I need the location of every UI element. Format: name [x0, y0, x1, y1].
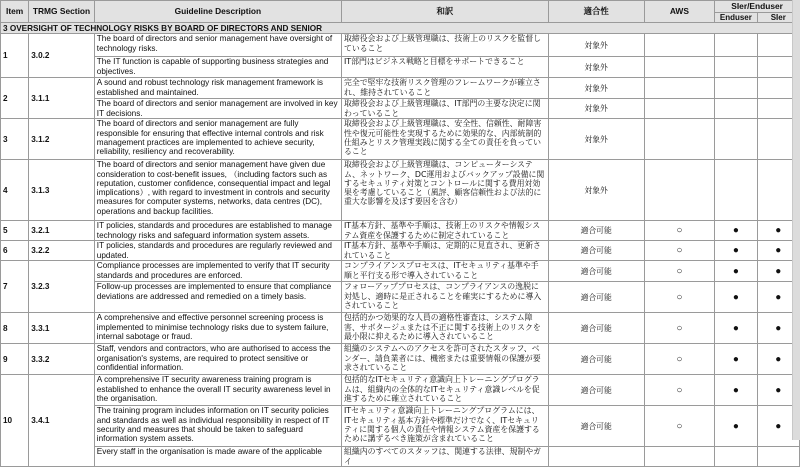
guideline-cell[interactable]: Follow-up processes are implemented to ensure that compliance deviations are addressed and remedied on a timely basis.: [94, 282, 341, 313]
aws-cell[interactable]: ○: [644, 221, 715, 241]
aws-cell[interactable]: [644, 447, 715, 467]
item-cell[interactable]: 8: [1, 313, 29, 344]
sler-cell[interactable]: ●: [757, 241, 799, 261]
translation-cell[interactable]: コンプライアンスプロセスは、ITセキュリティ基準や手順と平行支る形で導入されていること: [341, 261, 548, 282]
fitness-cell[interactable]: 対象外: [548, 160, 644, 221]
section-cell[interactable]: 3.3.1: [29, 313, 95, 344]
guideline-cell[interactable]: A comprehensive IT security awareness training program is established to enhance the overall IT security awareness level in the organisation.: [94, 375, 341, 406]
guideline-cell[interactable]: Every staff in the organisation is made aware of the applicable: [94, 447, 341, 467]
table-row: [1, 99, 800, 119]
aws-cell[interactable]: ○: [644, 313, 715, 344]
section-cell[interactable]: 3.2.1: [29, 221, 95, 241]
item-cell[interactable]: 7: [1, 261, 29, 313]
table-row: [1, 34, 800, 57]
aws-cell[interactable]: [644, 34, 715, 57]
table-row: [1, 160, 800, 221]
col-header-fitness[interactable]: 適合性: [548, 1, 644, 23]
enduser-cell[interactable]: [715, 99, 757, 119]
table-row: [1, 78, 800, 99]
col-header-translation[interactable]: 和訳: [341, 1, 548, 23]
sler-cell[interactable]: [757, 447, 799, 467]
fitness-cell[interactable]: 対象外: [548, 34, 644, 57]
table-row: [1, 119, 800, 160]
guideline-cell[interactable]: IT policies, standards and procedures are established to manage technology risks and safeguard information system assets.: [94, 221, 341, 241]
fitness-cell[interactable]: [548, 447, 644, 467]
item-cell[interactable]: 5: [1, 221, 29, 241]
section-cell[interactable]: 3.0.2: [29, 34, 95, 78]
col-header-item[interactable]: Item: [1, 1, 29, 23]
enduser-cell[interactable]: ●: [715, 375, 757, 406]
fitness-cell[interactable]: 適合可能: [548, 261, 644, 282]
translation-cell[interactable]: IT基本方針、基準や手順は、定期的に見直され、更新されていること: [341, 241, 548, 261]
table-row: [1, 344, 800, 375]
guideline-cell[interactable]: Compliance processes are implemented to verify that IT security standards and procedures are enforced.: [94, 261, 341, 282]
item-cell[interactable]: 10: [1, 375, 29, 467]
enduser-cell[interactable]: [715, 57, 757, 78]
table-row: [1, 241, 800, 261]
table-row: [1, 375, 800, 406]
translation-cell[interactable]: 取締役会および上級管理職は、安全性、信頼性、耐障害性や復元可能性を実現するために効果的な、内部統制的仕組みとリスク管理実践に関する全ての責任を負っていること: [341, 119, 548, 160]
aws-cell[interactable]: [644, 57, 715, 78]
fitness-cell[interactable]: 適合可能: [548, 375, 644, 406]
aws-cell[interactable]: ○: [644, 261, 715, 282]
translation-cell[interactable]: 取締役会および上級管理職は、コンピューターシステム、ネットワーク、DC運用およびバックアップ設備に関するセキュリティ対策とコントロールに関する費用対効果を考慮していること（風評、顧客信頼性および法的に重大な影響を及ぼす要因を含む）: [341, 160, 548, 221]
translation-cell[interactable]: 取締役会および上級管理職は、IT部門の主要な決定に関わっていること: [341, 99, 548, 119]
enduser-cell[interactable]: [715, 447, 757, 467]
sler-cell[interactable]: ●: [757, 221, 799, 241]
guideline-cell[interactable]: A sound and robust technology risk management framework is established and maintained.: [94, 78, 341, 99]
sler-cell[interactable]: ●: [757, 375, 799, 406]
col-header-guideline[interactable]: Guideline Description: [94, 1, 341, 23]
enduser-cell[interactable]: [715, 119, 757, 160]
fitness-cell[interactable]: 適合可能: [548, 241, 644, 261]
sler-cell[interactable]: ●: [757, 406, 799, 447]
sler-cell[interactable]: ●: [757, 344, 799, 375]
section-cell[interactable]: 3.2.3: [29, 261, 95, 313]
sler-cell[interactable]: ●: [757, 313, 799, 344]
fitness-cell[interactable]: 適合可能: [548, 282, 644, 313]
table-row: [1, 282, 800, 313]
fitness-cell[interactable]: 対象外: [548, 78, 644, 99]
table-row: [1, 447, 800, 467]
enduser-cell[interactable]: [715, 78, 757, 99]
fitness-cell[interactable]: 対象外: [548, 57, 644, 78]
enduser-cell[interactable]: ●: [715, 261, 757, 282]
guideline-cell[interactable]: The training program includes information on IT security policies and standards as well as individual responsibility in respect of IT security and measures that should be taken to safeguard information system assets.: [94, 406, 341, 447]
aws-cell[interactable]: [644, 119, 715, 160]
guideline-cell[interactable]: IT policies, standards and procedures are regularly reviewed and updated.: [94, 241, 341, 261]
table-row: [1, 313, 800, 344]
table-row: [1, 406, 800, 447]
guideline-cell[interactable]: The IT function is capable of supporting business strategies and objectives.: [94, 57, 341, 78]
aws-cell[interactable]: [644, 78, 715, 99]
section-cell[interactable]: 3.2.2: [29, 241, 95, 261]
sler-cell[interactable]: ●: [757, 282, 799, 313]
item-cell[interactable]: 6: [1, 241, 29, 261]
col-header-enduser[interactable]: Enduser: [715, 13, 757, 23]
translation-cell[interactable]: IT部門はビジネス戦略と目標をサポートできること: [341, 57, 548, 78]
table-row: [1, 221, 800, 241]
item-cell[interactable]: 2: [1, 78, 29, 119]
table-row: [1, 57, 800, 78]
translation-cell[interactable]: 組織内のすべてのスタッフは、関連する法律、規制やガイ: [341, 447, 548, 467]
vertical-scrollbar[interactable]: [792, 0, 800, 440]
col-header-aws[interactable]: AWS: [644, 1, 715, 23]
item-cell[interactable]: 1: [1, 34, 29, 78]
guideline-cell[interactable]: The board of directors and senior management have given due consideration to cost-benefit issues, （including factors such as reputation, customer confidence, consequential impact and legal implications）, with regard to investment in controls and security measures for computer systems, networks, data centres (DC), operations and backup facilities.: [94, 160, 341, 221]
translation-cell[interactable]: 取締役会および上級管理職は、技術上のリスクを監督していること: [341, 34, 548, 57]
sler-cell[interactable]: ●: [757, 261, 799, 282]
fitness-cell[interactable]: 適合可能: [548, 406, 644, 447]
item-cell[interactable]: 4: [1, 160, 29, 221]
translation-cell[interactable]: ITセキュリティ意識向上トレーニングプログラムには、ITセキュリティ基本方針や標準だけでなく、ITセキュリティに関する個人の責任や情報システム資産を保護するために講ずるべき施策が含まれていること: [341, 406, 548, 447]
aws-cell[interactable]: ○: [644, 282, 715, 313]
guideline-cell[interactable]: The board of directors and senior management are fully responsible for ensuring that effective internal controls and risk management practices are implemented to achieve security, reliability, resiliency and recoverability.: [94, 119, 341, 160]
section-cell[interactable]: 3.4.1: [29, 375, 95, 467]
col-header-sler-enduser[interactable]: SIer/Enduser: [715, 1, 800, 13]
guideline-cell[interactable]: A comprehensive and effective personnel screening process is implemented to minimise technology risks due to system failure, internal sabotage or fraud.: [94, 313, 341, 344]
guideline-cell[interactable]: Staff, vendors and contractors, who are authorised to access the organisation's systems, are required to protect sensitive or confidential information.: [94, 344, 341, 375]
enduser-cell[interactable]: [715, 34, 757, 57]
enduser-cell[interactable]: ●: [715, 406, 757, 447]
enduser-cell[interactable]: ●: [715, 282, 757, 313]
aws-cell[interactable]: ○: [644, 406, 715, 447]
enduser-cell[interactable]: ●: [715, 313, 757, 344]
col-header-trmg-section[interactable]: TRMG Section: [29, 1, 95, 23]
enduser-cell[interactable]: [715, 160, 757, 221]
aws-cell[interactable]: ○: [644, 375, 715, 406]
guideline-cell[interactable]: The board of directors and senior management have oversight of technology risks.: [94, 34, 341, 57]
section-cell[interactable]: 3.1.2: [29, 119, 95, 160]
fitness-cell[interactable]: 対象外: [548, 119, 644, 160]
translation-cell[interactable]: IT基本方針、基準や手順は、技術上のリスクや情報システム資産を保護するために制定されていること: [341, 221, 548, 241]
fitness-cell[interactable]: 適合可能: [548, 221, 644, 241]
section-cell[interactable]: 3.1.3: [29, 160, 95, 221]
aws-cell[interactable]: ○: [644, 241, 715, 261]
fitness-cell[interactable]: 適合可能: [548, 313, 644, 344]
enduser-cell[interactable]: ●: [715, 344, 757, 375]
table-row: [1, 261, 800, 282]
translation-cell[interactable]: 包括的なITセキュリティ意識向上トレーニングプログラムは、組織内の全体的なITセキュリティ意識レベルを促進するために確立されていること: [341, 375, 548, 406]
section-title[interactable]: 3 OVERSIGHT OF TECHNOLOGY RISKS BY BOARD OF DIRECTORS AND SENIOR: [1, 23, 800, 34]
fitness-cell[interactable]: 対象外: [548, 99, 644, 119]
item-cell[interactable]: 9: [1, 344, 29, 375]
aws-cell[interactable]: ○: [644, 344, 715, 375]
col-header-sler[interactable]: SIer: [757, 13, 799, 23]
fitness-cell[interactable]: 適合可能: [548, 344, 644, 375]
aws-cell[interactable]: [644, 160, 715, 221]
item-cell[interactable]: 3: [1, 119, 29, 160]
aws-cell[interactable]: [644, 99, 715, 119]
translation-cell[interactable]: 組織のシステムへのアクセスを許可されたスタッフ、ベンダー、請負業者には、機密または重要情報の保護が要求されていること: [341, 344, 548, 375]
enduser-cell[interactable]: ●: [715, 221, 757, 241]
section-cell[interactable]: 3.1.1: [29, 78, 95, 119]
translation-cell[interactable]: フォローアッププロセスは、コンプライアンスの逸脱に対処し、適時に是正されることを確実にするために導入されていること: [341, 282, 548, 313]
enduser-cell[interactable]: ●: [715, 241, 757, 261]
guideline-cell[interactable]: The board of directors and senior management are involved in key IT decisions.: [94, 99, 341, 119]
translation-cell[interactable]: 完全で堅牢な技術リスク管理のフレームワークが確立され、維持されていること: [341, 78, 548, 99]
section-cell[interactable]: 3.3.2: [29, 344, 95, 375]
translation-cell[interactable]: 包括的かつ効果的な人員の適格性審査は、システム障害、サボタージュまたは不正に関する技術上のリスクを最小限に抑えるために導入されていること: [341, 313, 548, 344]
